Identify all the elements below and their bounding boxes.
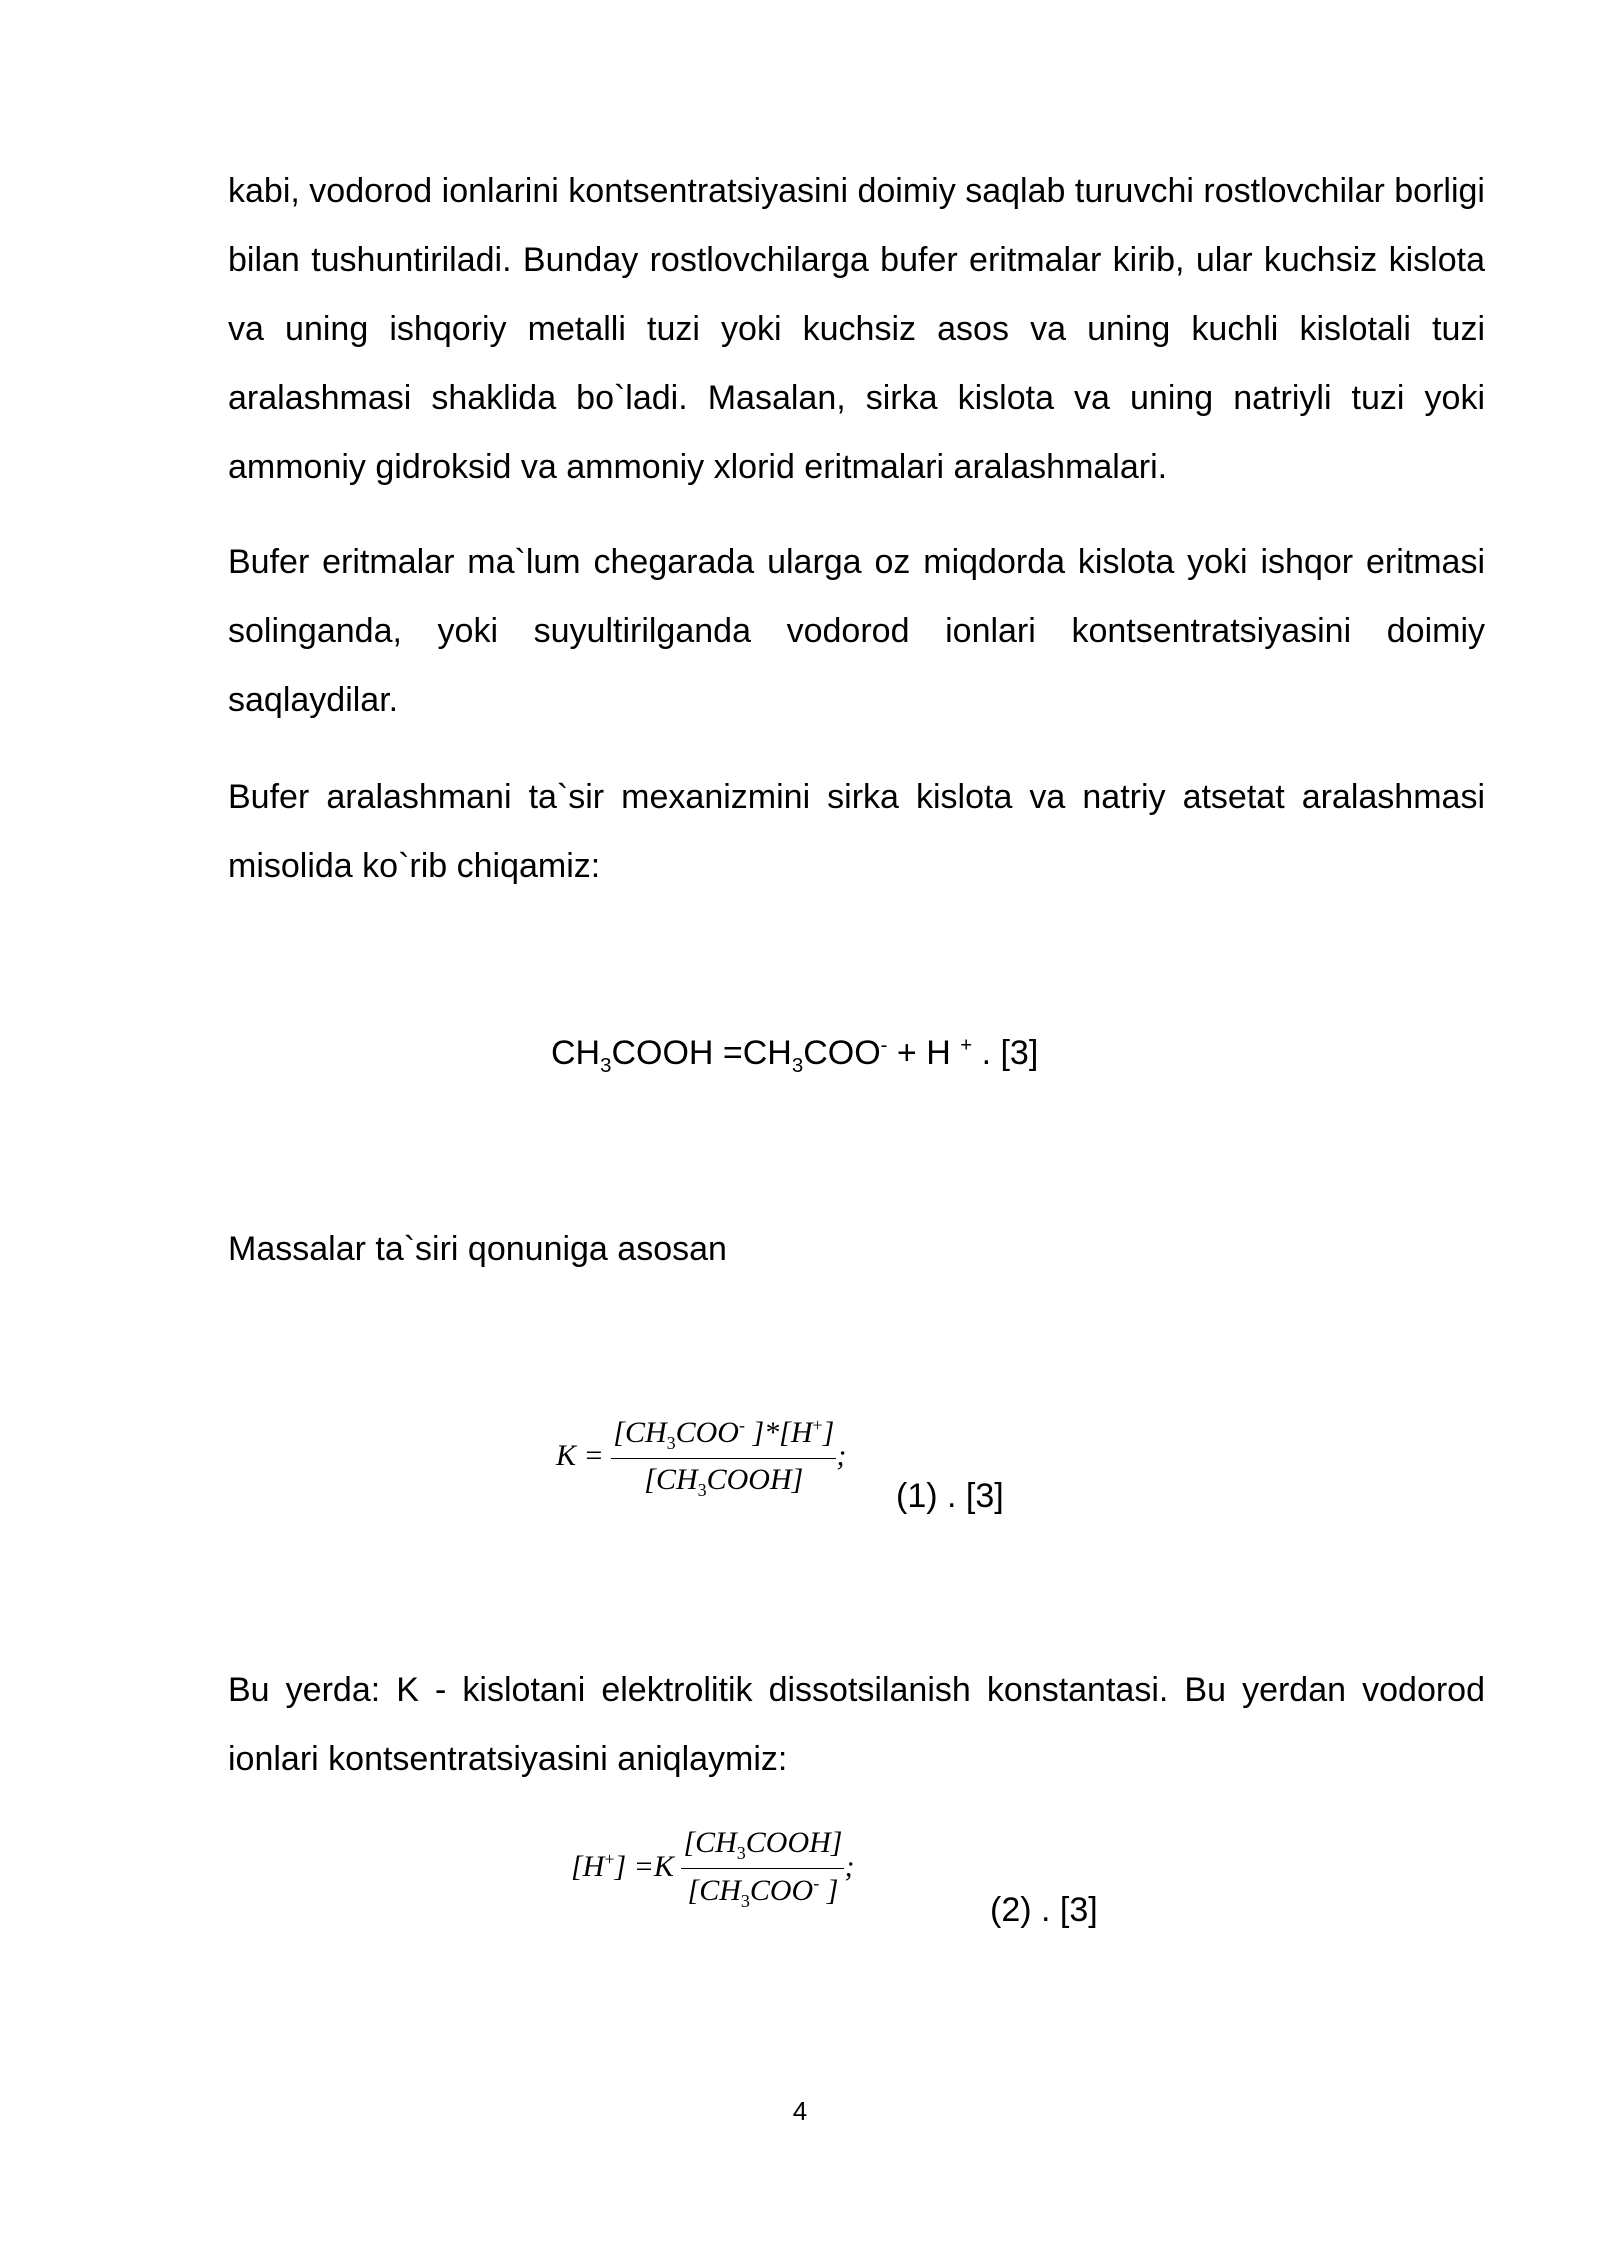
paragraph-buffer-property: Bufer eritmalar ma`lum chegarada ularga oz miqdorda kislota yoki ishqor eritmasi solinganda, yoki suyultirilganda vodorod ionlari kontsentratsiyasini doimiy saqlaydilar. bbox=[228, 543, 1485, 719]
eq2-tail: ; bbox=[844, 1849, 855, 1883]
paragraph-mass-action-law: Massalar ta`siri qonuniga asosan bbox=[228, 1230, 727, 1268]
eq2-lhs-sup: + bbox=[604, 1848, 615, 1869]
eq1-den-a: [CH bbox=[644, 1463, 698, 1496]
eq1-num-d: ] bbox=[822, 1416, 835, 1449]
eq2-den-a: [CH bbox=[687, 1874, 741, 1907]
reaction-left-main: CH bbox=[551, 1034, 601, 1072]
paragraph-mechanism: Bufer aralashmani ta`sir mexanizmini sirka kislota va natriy atsetat aralashmasi misolida ko`rib chiqamiz: bbox=[228, 778, 1485, 885]
eq1-den-b: COOH] bbox=[706, 1463, 804, 1496]
reaction-left-sub: 3 bbox=[600, 1054, 612, 1077]
eq1-den-a-sub: 3 bbox=[697, 1480, 707, 1500]
eq1-num-c: ]*[H bbox=[744, 1416, 813, 1449]
eq2-lhs-b: ] =K bbox=[614, 1849, 674, 1883]
reaction-left-rest: COOH =CH bbox=[611, 1034, 792, 1072]
eq2-num-a-sub: 3 bbox=[736, 1843, 746, 1863]
paragraph-dissociation-constant: Bu yerda: K - kislotani elektrolitik dissotsilanish konstantasi. Bu yerdan vodorod ionlari kontsentratsiyasini aniqlaymiz: bbox=[228, 1671, 1485, 1778]
eq2-numerator bbox=[681, 1826, 844, 1869]
reaction-equation bbox=[551, 1034, 1038, 1078]
equation-1 bbox=[556, 1415, 846, 1501]
eq2-num-b: COOH] bbox=[745, 1826, 843, 1859]
page-number: 4 bbox=[792, 2096, 808, 2126]
eq1-num-b-sup: - bbox=[738, 1415, 745, 1435]
eq2-fraction bbox=[681, 1826, 844, 1912]
eq1-numerator bbox=[611, 1415, 836, 1459]
reaction-right-sup: - bbox=[880, 1034, 888, 1057]
eq1-tag: (1) . [3] bbox=[896, 1477, 1004, 1515]
eq2-den-c: ] bbox=[819, 1874, 839, 1907]
reaction-h-sup: + bbox=[960, 1034, 973, 1057]
eq2-tag: (2) . [3] bbox=[990, 1891, 1098, 1929]
eq1-num-b: COO bbox=[675, 1416, 739, 1449]
eq1-denominator bbox=[611, 1459, 836, 1501]
eq1-tail: ; bbox=[836, 1438, 847, 1472]
equation-2 bbox=[571, 1826, 854, 1912]
eq2-num-a: [CH bbox=[683, 1826, 737, 1859]
eq2-den-b: COO bbox=[749, 1874, 814, 1907]
eq2-den-b-sup: - bbox=[813, 1873, 820, 1893]
eq1-lhs: K = bbox=[556, 1438, 604, 1472]
reaction-plus-h: + H bbox=[887, 1034, 961, 1072]
eq2-denominator bbox=[681, 1869, 844, 1912]
eq2-lhs-a: [H bbox=[571, 1849, 605, 1883]
reaction-reference: . [3] bbox=[981, 1034, 1039, 1072]
eq1-fraction bbox=[611, 1415, 836, 1501]
reaction-right-rest: COO bbox=[803, 1034, 881, 1072]
paragraph-buffer-intro: kabi, vodorod ionlarini kontsentratsiyasini doimiy saqlab turuvchi rostlovchilar borligi bilan tushuntiriladi. Bunday rostlovchilarga bufer eritmalar kirib, ular kuchsiz kislota va uning ishqoriy metalli tuzi yoki kuchsiz asos va uning kuchli kislotali tuzi aralashmasi shaklida bo`ladi. Masalan, sirka kislota va uning natriyli tuzi yoki ammoniy gidroksid va ammoniy xlorid eritmalari aralashmalari. bbox=[228, 172, 1485, 486]
reaction-right-sub: 3 bbox=[791, 1054, 804, 1077]
eq1-num-a: [CH bbox=[613, 1416, 667, 1449]
eq2-den-a-sub: 3 bbox=[740, 1891, 750, 1911]
eq1-num-a-sub: 3 bbox=[666, 1433, 676, 1453]
eq1-num-c-sup: + bbox=[812, 1415, 823, 1435]
